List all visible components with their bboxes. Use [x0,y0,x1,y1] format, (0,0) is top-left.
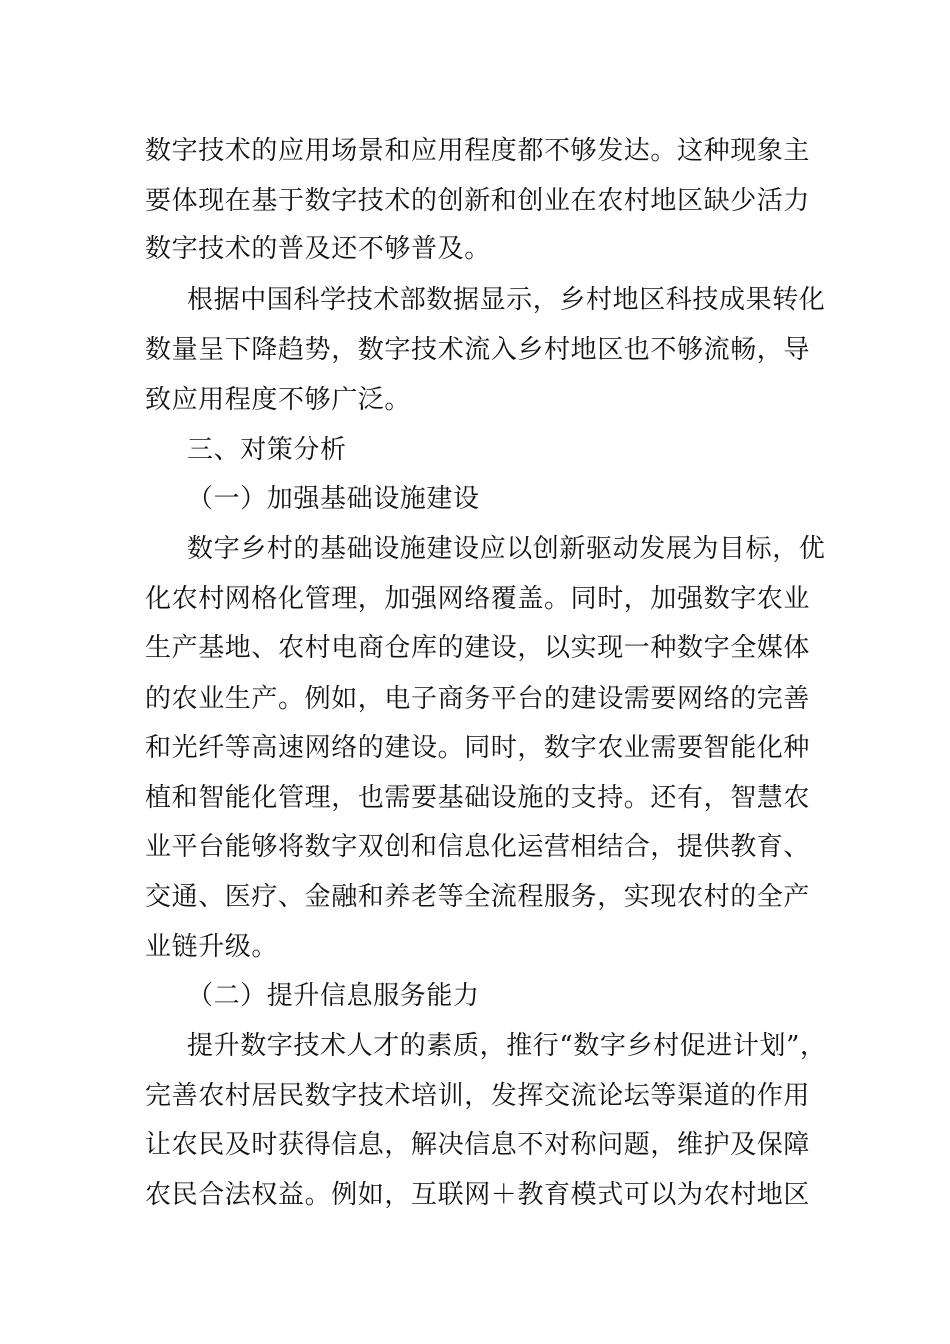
subsection-heading: （二）提升信息服务能力 [187,981,480,1011]
paragraph-line: 业链升级。 [145,932,279,962]
paragraph-line: 植和智能化管理，也需要基础设施的支持。还有，智慧农 [145,783,811,813]
paragraph-line: 致应用程度不够广泛。 [145,385,412,415]
paragraph-line: 业平台能够将数字双创和信息化运营相结合，提供教育、 [145,832,811,862]
paragraph-line: 数字技术的应用场景和应用程度都不够发达。这种现象主 [145,136,811,166]
paragraph-line: 完善农村居民数字技术培训，发挥交流论坛等渠道的作用 [145,1081,811,1111]
paragraph-line: 生产基地、农村电商仓库的建设，以实现一种数字全媒体 [145,633,811,663]
paragraph-line: 数字技术的普及还不够普及。 [145,234,491,264]
paragraph-line: 要体现在基于数字技术的创新和创业在农村地区缺少活力 [145,186,811,216]
paragraph-line: 数量呈下降趋势，数字技术流入乡村地区也不够流畅，导 [145,335,811,365]
section-heading: 三、对策分析 [187,435,347,465]
paragraph-line: 根据中国科学技术部数据显示，乡村地区科技成果转化 [187,285,826,315]
paragraph-line: 让农民及时获得信息，解决信息不对称问题，维护及保障 [145,1130,811,1160]
paragraph-line: 交通、医疗、金融和养老等全流程服务，实现农村的全产 [145,882,811,912]
paragraph-line: 农民合法权益。例如，互联网＋教育模式可以为农村地区 [145,1180,811,1210]
paragraph-line: 数字乡村的基础设施建设应以创新驱动发展为目标，优 [187,534,826,564]
paragraph-line: 和光纤等高速网络的建设。同时，数字农业需要智能化种 [145,733,811,763]
paragraph-line: 的农业生产。例如，电子商务平台的建设需要网络的完善 [145,684,811,714]
paragraph-line: 化农村网格化管理，加强网络覆盖。同时，加强数字农业 [145,584,811,614]
subsection-heading: （一）加强基础设施建设 [187,484,480,514]
paragraph-line: 提升数字技术人才的素质，推行“数字乡村促进计划”， [187,1031,827,1061]
